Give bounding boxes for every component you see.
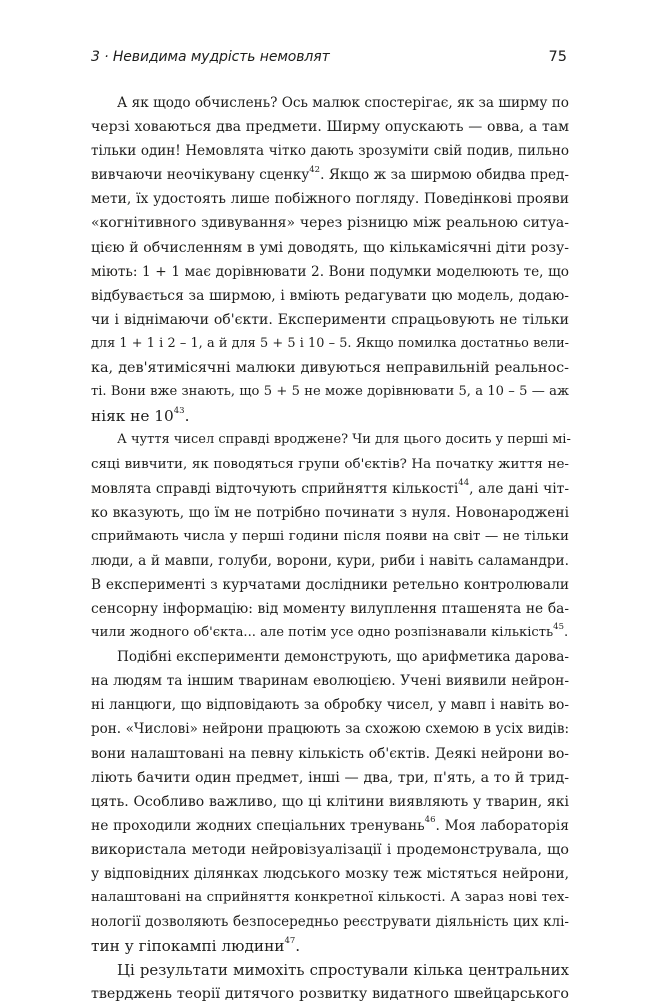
text-line: вивчаючи неочікувану сценку$^{42}$. Якщо ж за ширмою обидва пред- xyxy=(91,164,570,184)
text-line: на людям та іншим тваринам еволюцією. Учені виявили нейрон- xyxy=(91,673,569,690)
text-line: ті. Вони вже знають, що 5 + 5 не може дорівнювати 5, а 10 – 5 — аж xyxy=(91,384,569,400)
text-segment: тин у гіпокампі людини xyxy=(91,937,285,956)
paragraph-results xyxy=(91,958,569,1006)
text-line: В експерименті з курчатами дослідники ретельно контролювали xyxy=(91,576,569,593)
text-line: сяці вивчити, як поводяться групи об'єктів? На початку життя не- xyxy=(91,456,569,473)
text-line: люди, а й мавпи, голуби, ворони, кури, риби і навіть саламандри. xyxy=(91,552,569,569)
text-line: сенсорну інформацію: від моменту вилуплення пташенята не ба- xyxy=(91,600,569,617)
footnote-ref-47[interactable]: 47 xyxy=(284,936,296,947)
text-line: черзі ховаються два предмети. Ширму опускають — овва, а там xyxy=(91,119,569,136)
text-line: тин у гіпокампі людини$^{47}$. xyxy=(91,936,301,956)
text-line: чили жодного об'єкта... але потім усе одно розпізнавали кількість$^{45}$. xyxy=(91,621,569,641)
text-line: ніяк не $10^{43}$. xyxy=(91,406,190,426)
text-line: тільки один! Немовлята чітко дають зрозуміти свій подив, пильно xyxy=(91,143,569,160)
paragraph-evolution xyxy=(91,645,569,958)
text-line: сприймають числа у перші години після появи на світ — не тільки xyxy=(91,528,569,544)
text-line: «когнітивного здивування» через різницю між реальною ситуа- xyxy=(91,215,569,232)
text-line: чи і віднімаючи об'єкти. Експерименти спрацьовують не тільки xyxy=(91,311,569,328)
text-line: вони налаштовані на певну кількість об'єктів. Деякі нейрони во- xyxy=(91,745,569,762)
text-line: ні ланцюги, що відповідають за обробку чисел, у мавп і навіть во- xyxy=(91,697,569,714)
text-line: у відповідних ділянках людського мозку теж містяться нейрони, xyxy=(91,866,569,882)
body-text xyxy=(91,91,569,1007)
footnote-ref-44[interactable]: 44 xyxy=(458,477,470,488)
text-line: тверджень теорії дитячого розвитку видатного швейцарського xyxy=(91,986,569,1003)
text-line: Подібні експерименти демонструють, що арифметика дарова- xyxy=(117,649,569,666)
text-line: ко вказують, що їм не потрібно починати з нуля. Новонароджені xyxy=(91,504,569,521)
text-segment: ніяк не 10 xyxy=(91,407,174,426)
text-line: Ці результати мимохіть спростували кілька центральних xyxy=(117,961,569,980)
running-title: 3 · Невидима мудрість немовлят xyxy=(91,49,330,65)
text-line: використала методи нейровізуалізації і продемонструвала, що xyxy=(91,841,569,858)
page-number: 75 xyxy=(548,49,567,65)
text-line: відбувається за ширмою, і вміють редагувати цю модель, додаю- xyxy=(91,287,569,304)
text-segment: . Моя лабораторія xyxy=(435,817,569,834)
text-line: А як щодо обчислень? Ось малюк спостерігає, як за ширму по xyxy=(117,95,569,111)
text-segment: чили жодного об'єкта... але потім усе одно розпізнавали кількість xyxy=(91,625,554,641)
footnote-ref-42[interactable]: 42 xyxy=(309,164,321,175)
footnote-ref-45[interactable]: 45 xyxy=(553,621,564,632)
footnote-ref-43[interactable]: 43 xyxy=(173,406,185,417)
text-line: цять. Особливо важливо, що ці клітини виявляють у тварин, які xyxy=(91,793,569,810)
text-line: нології дозволяють безпосередньо реєструвати діяльність цих клі- xyxy=(91,914,569,931)
footnote-ref-46[interactable]: 46 xyxy=(424,815,436,826)
text-line xyxy=(91,477,569,501)
text-line: ліють бачити один предмет, інші — два, три, п'ять, а то й трид- xyxy=(91,769,569,786)
text-segment: вивчаючи неочікувану сценку xyxy=(91,167,310,184)
text-line: для 1 + 1 і 2 – 1, а й для 5 + 5 і 10 – 5. Якщо помилка достатньо вели- xyxy=(91,335,569,351)
text-line: мети, їх удостоять лише побіжного погляду. Поведінкові прояви xyxy=(91,191,569,208)
paragraph-calculation xyxy=(91,91,569,428)
text-line: А чуття чисел справді вроджене? Чи для цього досить у перші мі- xyxy=(117,432,571,448)
text-segment: мовлята справді відточують сприйняття кількості xyxy=(91,480,459,497)
text-line: цією й обчисленням в умі доводять, що кількамісячні діти розу- xyxy=(91,239,569,256)
text-segment: не проходили жодних спеціальних тренувань xyxy=(91,817,425,834)
text-line: міють: 1 + 1 має дорівнювати 2. Вони подумки моделюють те, що xyxy=(91,263,569,280)
text-line: ка, дев'ятимісячні малюки дивуються неправильній реальнос- xyxy=(91,360,569,377)
text-segment: Якщо ж за ширмою обидва пред- xyxy=(328,167,570,184)
paragraph-number-sense xyxy=(91,428,569,645)
text-segment: , але дані чіт- xyxy=(469,480,569,497)
text-line: налаштовані на сприйняття конкретної кількості. А зараз нові тех- xyxy=(91,890,569,906)
text-line: рон. «Числові» нейрони працюють за схожою схемою в усіх видів: xyxy=(91,721,569,738)
text-line xyxy=(91,814,569,838)
page-header xyxy=(91,46,569,68)
